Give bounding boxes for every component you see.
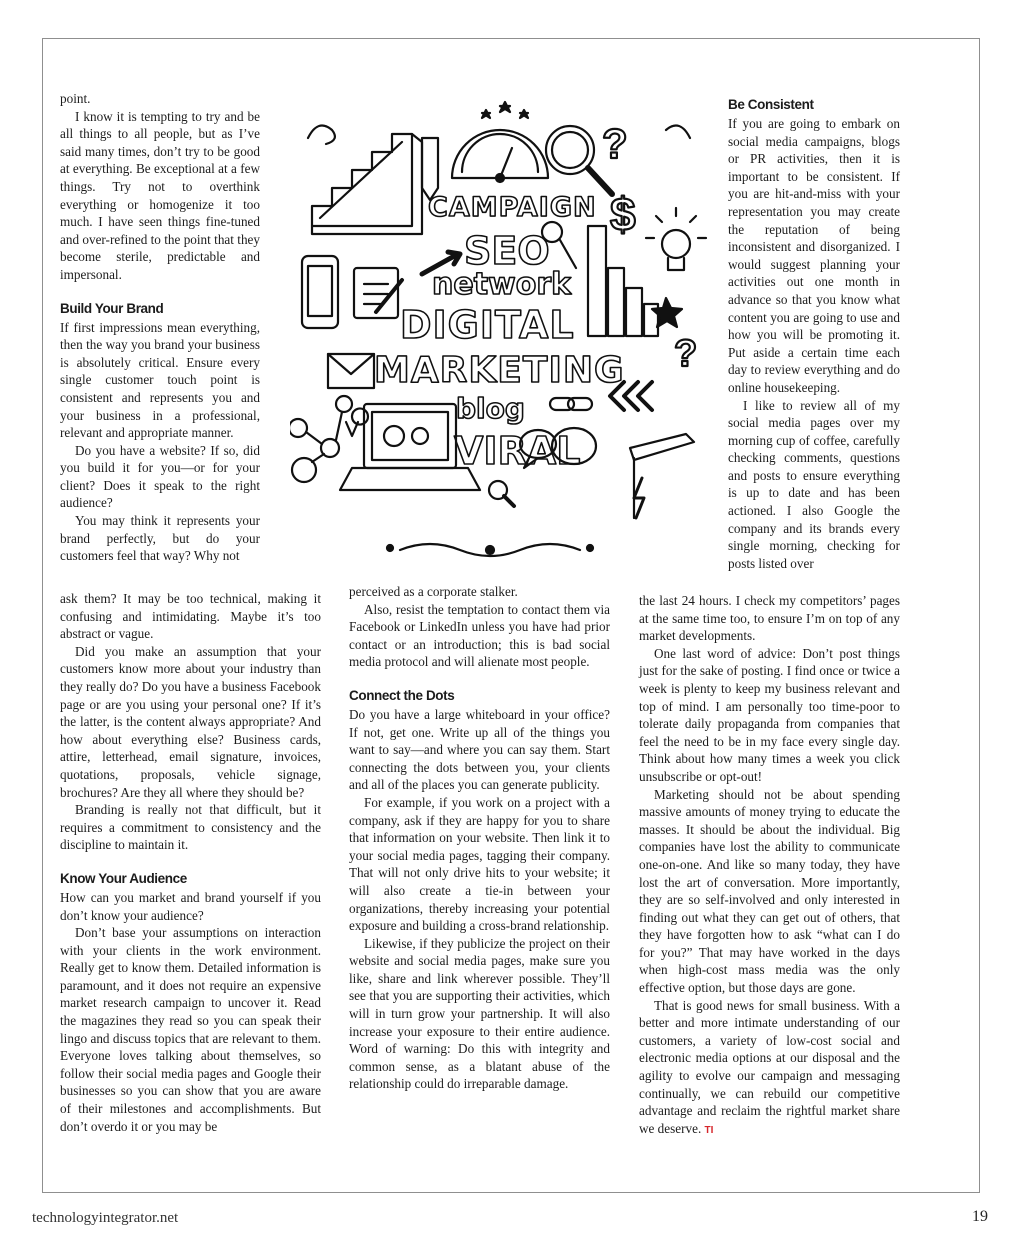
column-3-bottom bbox=[639, 592, 900, 1139]
paragraph: I like to review all of my social media pages over my morning cup of coffee, carefully checking comments, questions and posts to ensure everything is up to date and has been actioned. I also Google the company and its brands every single morning, checking for posts listed over bbox=[728, 397, 900, 571]
small-magnifier-icon bbox=[489, 481, 514, 506]
dollar-icon: $ bbox=[610, 188, 636, 240]
paragraph: ask them? It may be too technical, making it confusing and intimidating. Maybe it’s too abstract or vague. bbox=[60, 591, 321, 642]
word-network: network bbox=[432, 267, 572, 302]
word-marketing: MARKETING bbox=[374, 350, 625, 391]
lightbulb-icon bbox=[646, 208, 706, 270]
word-viral: VIRAL bbox=[454, 429, 581, 473]
paragraph: If you are going to embark on social media campaigns, blogs or PR activities, then it is important to be consistent. If you are hit-and-miss with your representation you may create the reputation of being inconsistent and disorganized. I would suggest planning your activities out one month in advance so that you know what content you are going to use and how you will be promoting it. Put aside a certain time each day to review everything and do online housekeeping. bbox=[728, 116, 900, 395]
pencil-icon bbox=[422, 138, 438, 200]
paragraph: Did you make an assumption that your customers know more about your industry than they really do? Do you have a business Facebook page or are you using your personal one? If it’s the latter, is the content always appropriate? And how about everything else? Business cards, attire, letterhead, email signature, invoices, quotations, proposals, vehicle signage, brochures? Are they all where they should be? bbox=[60, 643, 321, 800]
paragraph: I know it is tempting to try and be all things to all people, but as I’ve said many times, don’t try to be good at everything. Be exceptional at a few things. Try not to overthink everything or homogenize it too much. I have seen things fine-tuned and over-refined to the point that they become sterile, predictable and impersonal. bbox=[60, 108, 260, 282]
chain-link-icon bbox=[550, 398, 592, 410]
gauge-icon bbox=[452, 130, 548, 182]
paragraph: Do you have a large whiteboard in your office? If not, get one. Write up all of the things you want to say—and where you can say them. Start connecting the dots between you, your clients and all of the places you can generate publicity. bbox=[349, 706, 610, 793]
swirl-ornament bbox=[308, 126, 335, 145]
bar-chart-icon bbox=[588, 226, 682, 336]
paragraph: Likewise, if they publicize the project on their website and social media pages, make sure you like, share and link wherever possible. They’ll see that you are supporting their activities, which will in turn grow your partnership. It will also increase your exposure to their entire audience. Word of warning: Do this with integrity and common sense, as a blatant abuse of the relationship could do irreparable damage. bbox=[349, 935, 610, 1092]
bottom-ornament bbox=[387, 544, 593, 556]
page-number: 19 bbox=[972, 1208, 988, 1225]
heading-know-your-audience: Know Your Audience bbox=[60, 870, 187, 886]
footer-site-url: technologyintegrator.net bbox=[32, 1210, 179, 1226]
clipboard-icon bbox=[354, 268, 402, 318]
word-digital: DIGITAL bbox=[400, 303, 575, 347]
paragraph: If first impressions mean everything, then the way you brand your business is absolutely critical. Ensure every single customer touch point is consistent and represents you and your business in a professional, relevant and appropriate manner. bbox=[60, 319, 260, 441]
star-icon bbox=[652, 298, 682, 327]
paragraph: One last word of advice: Don’t post things just for the sake of posting. I find once or twice a week is plenty to keep my business relevant and top of mind. I am personally too time-poor to tolerate daily propaganda from companies that feel the need to be in my face every single day. Think about how many times a week you click unsubscribe or opt-out! bbox=[639, 645, 900, 784]
end-mark-logo: TI bbox=[704, 1124, 714, 1136]
paragraph: Also, resist the temptation to contact them via Facebook or LinkedIn unless you have had prior contact or an introduction; this is bad social media protocol and will alienate most people. bbox=[349, 601, 610, 670]
paragraph: Marketing should not be about spending massive amounts of money trying to educate the masses. It should be about the individual. Big companies have lost the ability to communicate one-on-one. And like so many today, they have lost the art of conversation. More importantly, they are so self-involved and only interested in finding out what they can get out of others, that they have forgotten how to ask “what can I do for you?” That may have worked in the days when high-cost mass media was the only effective option, but those days are gone. bbox=[639, 786, 900, 996]
word-blog: blog bbox=[456, 392, 525, 425]
paragraph: Don’t base your assumptions on interaction with your clients in the work environment. Really get to know them. Detailed information is paramount, and it does not require an expensive market research campaign to uncover it. Read the magazines they read so you can speak their lingo and discuss topics that are relevant to them. Everyone loves talking about themselves, so follow their social media pages and Google their businesses so you can show that you are aware of their milestones and accomplishments. But don’t overdo it or you may be bbox=[60, 925, 321, 1134]
heading-be-consistent: Be Consistent bbox=[728, 97, 814, 112]
column-1-bottom bbox=[60, 590, 321, 1135]
stairs-icon bbox=[312, 134, 422, 234]
heading-connect-the-dots: Connect the Dots bbox=[349, 687, 455, 703]
final-paragraph-text: That is good news for small business. With a better and more intimate understanding of our customers, a variety of low-cost social and electronic media options at our disposal and the agility to evolve our campaign and messaging continually, we can rebuild our competitive advantage and reclaim the rightful market share we deserve. bbox=[639, 997, 900, 1136]
paragraph: How can you market and brand yourself if you don’t know your audience? bbox=[60, 889, 321, 923]
paragraph: Do you have a website? If so, did you build it for you—or for your client? Does it speak to the right audience? bbox=[60, 442, 260, 511]
paragraph: perceived as a corporate stalker. bbox=[349, 584, 518, 599]
word-seo: SEO bbox=[464, 229, 550, 273]
column-1-top bbox=[60, 90, 260, 565]
lightning-icon bbox=[634, 478, 644, 518]
paragraph: point. bbox=[60, 91, 91, 106]
phone-icon bbox=[302, 256, 338, 328]
digital-marketing-doodle bbox=[290, 98, 720, 580]
envelope-icon bbox=[328, 354, 374, 388]
stars-icon bbox=[482, 102, 528, 118]
network-nodes-icon bbox=[290, 396, 352, 482]
paragraph: For example, if you work on a project with a company, ask if they are happy for you to share that information on your website. Then link it to your social media pages, tagging their company. That will not only drive hits to your website; it will also create a tie-in between your organizations, thereby increasing your potential exposure and building a cross-brand relationship. bbox=[349, 794, 610, 934]
question-mark-icon: ? bbox=[602, 120, 628, 167]
paragraph: Branding is really not that difficult, but it requires a commitment to consistency and the discipline to maintain it. bbox=[60, 802, 321, 853]
column-3-top bbox=[728, 96, 900, 572]
question-mark-icon: ? bbox=[674, 333, 698, 375]
word-campaign: CAMPAIGN bbox=[428, 192, 597, 223]
paragraph-final bbox=[639, 997, 900, 1140]
heading-build-your-brand: Build Your Brand bbox=[60, 300, 164, 316]
paragraph: You may think it represents your brand perfectly, but do your customers feel that way? Why not bbox=[60, 513, 260, 564]
swirl-ornament bbox=[666, 126, 690, 139]
column-2 bbox=[349, 583, 610, 1093]
paragraph: the last 24 hours. I check my competitors’ pages at the same time too, to ensure I’m on top of any market developments. bbox=[639, 593, 900, 644]
